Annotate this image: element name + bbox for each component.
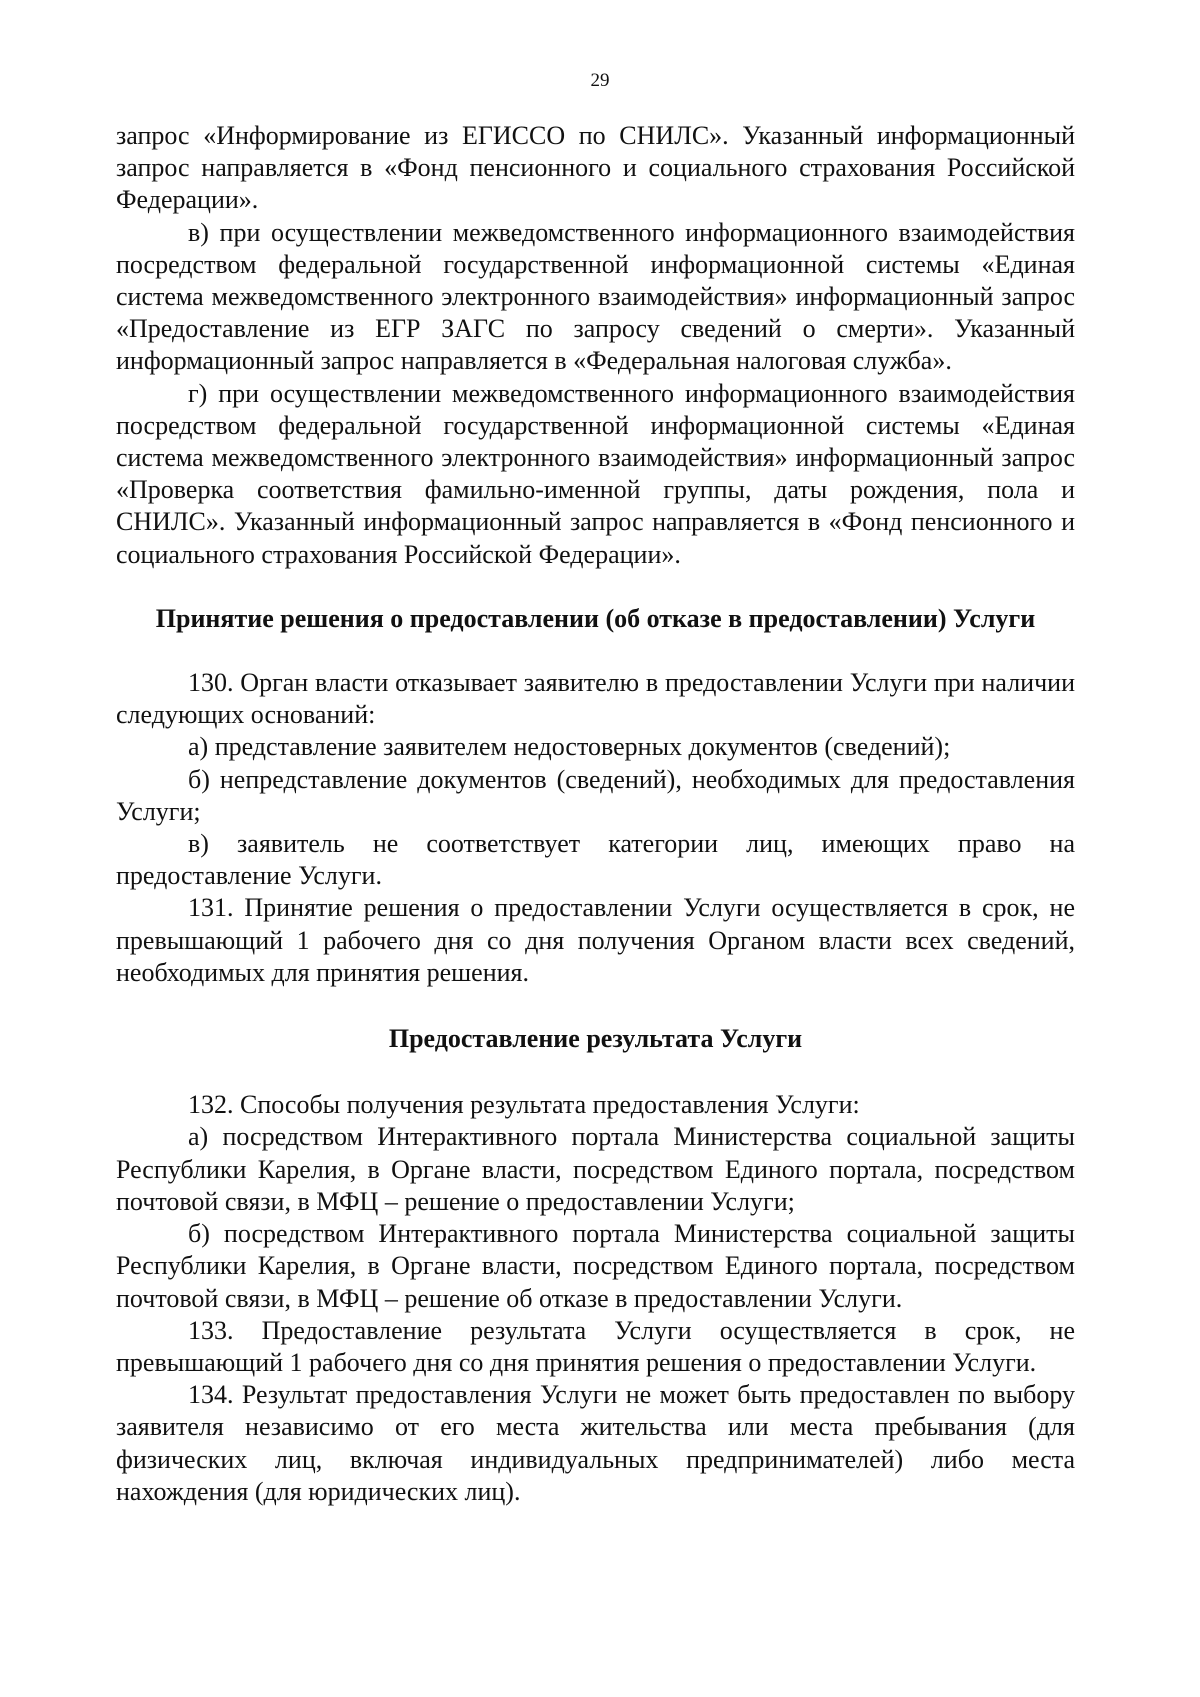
paragraph-132-b: б) посредством Интерактивного портала Министерства социальной защиты Республики Карелия, в Органе власти, посредством Единого портала, посредством почтовой связи, в МФЦ – решение об отказе в предоставлении Услуги. [116, 1219, 1075, 1313]
paragraph-130-a: а) представление заявителем недостоверных документов (сведений); [188, 732, 951, 762]
paragraph-133: 133. Предоставление результата Услуги осуществляется в срок, не превышающий 1 рабочего дня со дня принятия решения о предоставлении Услуги. [116, 1315, 1075, 1377]
section-heading-decision: Принятие решения о предоставлении (об отказе в предоставлении) Услуги [155, 603, 1036, 633]
paragraph-item-v: в) при осуществлении межведомственного информационного взаимодействия посредством федеральной государственной информационной системы «Единая система межведомственного электронного взаимодействия» информационный запрос «Предоставление из ЕГР ЗАГС по запросу сведений о смерти». Указанный информационный запрос направляется в «Федеральная налоговая служба». [116, 217, 1075, 376]
document-body [116, 120, 1075, 1508]
paragraph-134: 134. Результат предоставления Услуги не может быть предоставлен по выбору заявителя независимо от его места жительства или места пребывания (для физических лиц, включая индивидуальных предпринимателей) либо места нахождения (для юридических лиц). [116, 1380, 1075, 1506]
paragraph-131: 131. Принятие решения о предоставлении Услуги осуществляется в срок, не превышающий 1 рабочего дня со дня получения Органом власти всех сведений, необходимых для принятия решения. [116, 893, 1075, 987]
paragraph-132-a: а) посредством Интерактивного портала Министерства социальной защиты Республики Карелия, в Органе власти, посредством Единого портала, посредством почтовой связи, в МФЦ – решение о предоставлении Услуги; [116, 1122, 1075, 1216]
paragraph-130-b: б) непредставление документов (сведений), необходимых для предоставления Услуги; [116, 764, 1075, 826]
section-heading-result: Предоставление результата Услуги [388, 1024, 803, 1054]
paragraph-130-v: в) заявитель не соответствует категории лиц, имеющих право на предоставление Услуги. [116, 829, 1075, 891]
paragraph-130: 130. Орган власти отказывает заявителю в предоставлении Услуги при наличии следующих оснований: [116, 668, 1075, 730]
paragraph-132: 132. Способы получения результата предоставления Услуги: [188, 1090, 860, 1120]
page-number: 29 [590, 70, 610, 91]
paragraph-continuation: запрос «Информирование из ЕГИССО по СНИЛС». Указанный информационный запрос направляется в «Фонд пенсионного и социального страхования Российской Федерации». [116, 121, 1075, 215]
paragraph-item-g: г) при осуществлении межведомственного информационного взаимодействия посредством федеральной государственной информационной системы «Единая система межведомственного электронного взаимодействия» информационный запрос «Проверка соответствия фамильно-именной группы, даты рождения, пола и СНИЛС». Указанный информационный запрос направляется в «Фонд пенсионного и социального страхования Российской Федерации». [116, 378, 1075, 569]
